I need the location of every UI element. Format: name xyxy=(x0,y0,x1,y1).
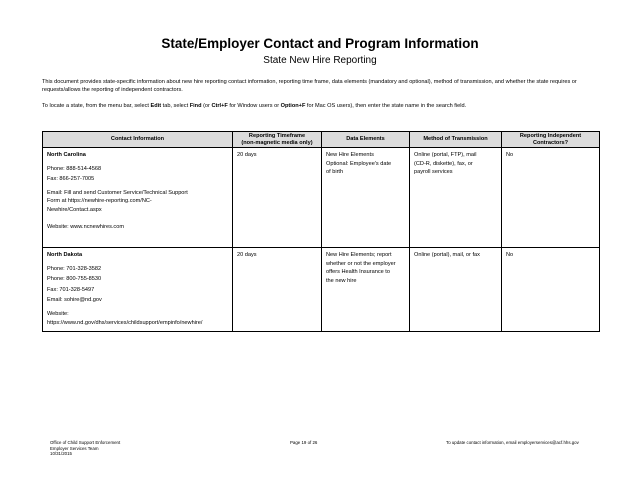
header-line: Reporting Independent xyxy=(519,133,582,140)
phone-line: Phone: 800-755-8530 xyxy=(47,276,102,283)
intro-ctrlf-keyword: Ctrl+F xyxy=(211,103,228,110)
footer-date: 10/31/2015 xyxy=(50,451,72,457)
header-line: Reporting Timeframe xyxy=(248,133,306,140)
footer-office-info xyxy=(50,440,120,457)
data-elements-cell xyxy=(322,248,410,332)
intro-text-segment: (or xyxy=(201,103,212,110)
elements-text: the new hire xyxy=(326,277,357,284)
email-text: Email: Fill and send Customer Service/Technical Support xyxy=(47,189,188,196)
state-name: North Carolina xyxy=(47,152,86,158)
elements-text: offers Health Insurance to xyxy=(326,269,390,276)
intro-paragraph-2 xyxy=(42,102,602,110)
method-text: Online (portal, FTP), mail xyxy=(414,152,477,158)
elements-text: Optional: Employee's date xyxy=(326,160,392,167)
intro-text xyxy=(42,78,602,111)
timeframe-cell: 20 days xyxy=(233,148,322,248)
intro-text-segment: tab, select xyxy=(161,103,190,110)
state-name: North Dakota xyxy=(47,252,83,258)
phone-line: Phone: 701-328-3582 xyxy=(47,265,102,272)
data-elements-cell xyxy=(322,148,410,248)
intro-optionf-keyword: Option+F xyxy=(280,103,306,110)
table-header-row xyxy=(43,132,600,148)
independent-contractors-cell: No xyxy=(502,248,600,332)
intro-paragraph-1: This document provides state-specific information about new hire reporting contact information, reporting time frame, data elements (mandatory and optional), method of transmission, and whether the state requires or requests/allows the reporting of independent contractors. xyxy=(42,79,577,94)
intro-text-segment: for Mac OS users), then enter the state name in the search field. xyxy=(305,103,467,110)
fax-line: Fax: 866-257-7005 xyxy=(47,176,95,183)
header-method-of-transmission: Method of Transmission xyxy=(410,132,502,148)
website-line: Website: www.ncnewhires.com xyxy=(47,223,124,230)
document-subtitle: State New Hire Reporting xyxy=(263,55,377,66)
footer-page-number: Page 19 of 26 xyxy=(290,440,318,445)
contact-cell xyxy=(43,248,233,332)
method-text: (CD-R, diskette), fax, or xyxy=(414,160,473,167)
email-line: Email: sohire@nd.gov xyxy=(47,297,102,304)
elements-text: New Hire Elements; report xyxy=(326,252,392,258)
method-text: payroll services xyxy=(414,169,453,176)
header-independent-contractors xyxy=(502,132,600,148)
document-title: State/Employer Contact and Program Information xyxy=(161,36,479,51)
footer-office-name: Office of Child Support Enforcement xyxy=(50,440,121,445)
intro-text-segment: for Window users or xyxy=(227,103,281,110)
state-contact-table xyxy=(42,131,600,332)
footer-update-contact: To update contact information, email employerservices@acf.hhs.gov xyxy=(446,440,579,445)
intro-find-keyword: Find xyxy=(189,103,202,110)
footer-team-name: Employer Services Team xyxy=(50,445,99,451)
fax-line: Fax: 701-328-5497 xyxy=(47,286,95,293)
elements-text: whether or not the employer xyxy=(326,260,396,267)
transmission-method-cell: Online (portal), mail, or fax xyxy=(410,248,502,332)
elements-text: of birth xyxy=(326,169,344,176)
intro-text-segment: To locate a state, from the menu bar, select xyxy=(42,103,151,110)
header-contact-information: Contact Information xyxy=(43,132,233,148)
independent-contractors-cell: No xyxy=(502,148,600,248)
website-label: Website: xyxy=(47,310,69,317)
email-text: Form at https://newhire-reporting.com/NC- xyxy=(47,198,152,205)
email-text: Newhire/Contact.aspx xyxy=(47,206,102,213)
header-line: (non-magnetic media only) xyxy=(241,139,313,146)
elements-text: New Hire Elements xyxy=(326,152,374,158)
transmission-method-cell xyxy=(410,148,502,248)
website-line xyxy=(47,310,228,327)
header-data-elements: Data Elements xyxy=(322,132,410,148)
contact-cell xyxy=(43,148,233,248)
intro-edit-keyword: Edit xyxy=(150,103,162,110)
phone-line: Phone: 888-514-4568 xyxy=(47,165,102,172)
header-reporting-timeframe xyxy=(233,132,322,148)
email-line xyxy=(47,189,228,215)
table-row xyxy=(43,148,600,248)
header-line: Contractors? xyxy=(532,139,569,146)
timeframe-cell: 20 days xyxy=(233,248,322,332)
table-row xyxy=(43,248,600,332)
website-url[interactable]: https://www.nd.gov/dhs/services/childsupport/empinfo/newhire/ xyxy=(47,319,203,326)
